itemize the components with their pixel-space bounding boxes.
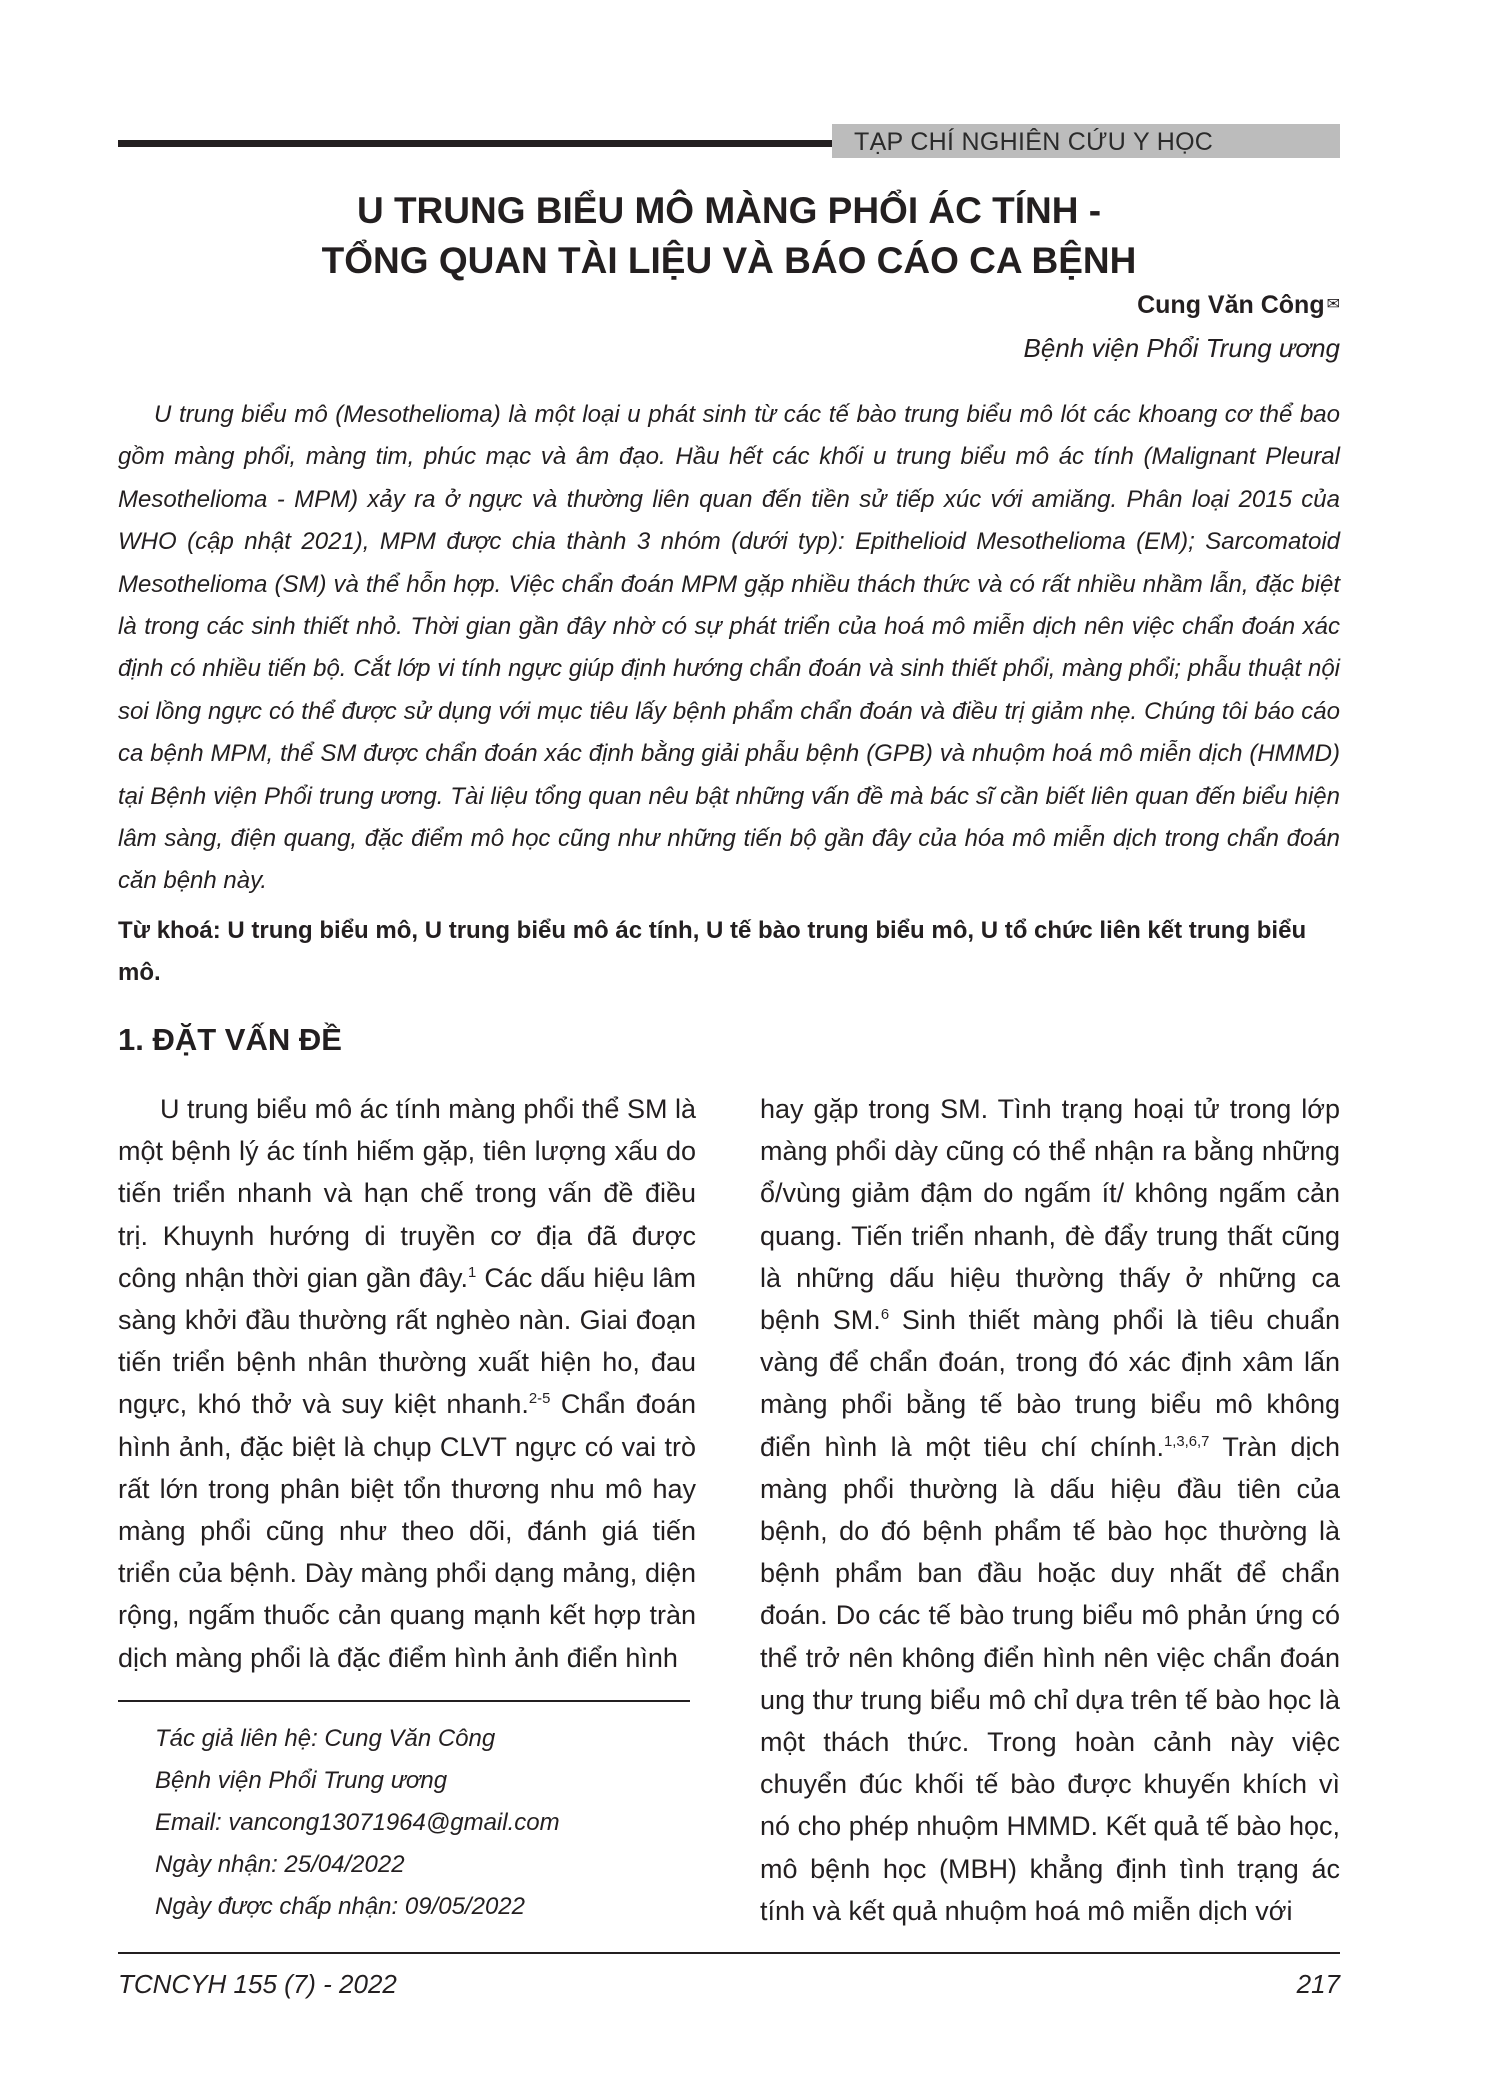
article-title-line-1: U TRUNG BIỂU MÔ MÀNG PHỔI ÁC TÍNH - xyxy=(356,190,1102,231)
paragraph-text: Các dấu hiệu lâm sàng khởi đầu thường rất nghèo nàn. Giai đoạn tiến triển bệnh nhân thường xuất hiện ho, đau ngực, khó thở và suy kiệt nhanh. xyxy=(118,1262,696,1420)
paragraph-text: Chẩn đoán hình ảnh, đặc biệt là chụp CLVT ngực có vai trò rất lớn trong phân biệt tổn thương nhu mô hay màng phổi cũng như theo dõi, đánh giá tiến triển của bệnh. Dày màng phổi dạng mảng, diện rộng, ngấm thuốc cản quang mạnh kết hợp tràn dịch màng phổi là đặc điểm hình ảnh điển hình xyxy=(118,1389,696,1673)
article-title xyxy=(118,186,1340,286)
article-title-line-2: TỔNG QUAN TÀI LIỆU VÀ BÁO CÁO CA BỆNH xyxy=(321,240,1137,281)
reference-superscript: 1,3,6,7 xyxy=(1163,1433,1210,1450)
paragraph-text: Tràn dịch màng phổi thường là dấu hiệu đầu tiên của bệnh, do đó bệnh phẩm tế bào học thường là bệnh phẩm ban đầu hoặc duy nhất để chẩn đoán. Do các tế bào trung biểu mô phản ứng có thể trở nên không điển hình nên việc chẩn đoán ung thư trung biểu mô chỉ dựa trên tế bào học là một thách thức. Trong hoàn cảnh này việc chuyển đúc khối tế bào được khuyến khích vì nó cho phép nhuộm HMMD. Kết quả tế bào học, mô bệnh học (MBH) khẳng định tình trạng ác tính và kết quả nhuộm hoá mô miễn dịch với xyxy=(760,1431,1340,1926)
footnote-accepted-date: Ngày được chấp nhận: 09/05/2022 xyxy=(155,1893,525,1920)
envelope-icon: ✉ xyxy=(1326,296,1340,313)
footnote-received-date: Ngày nhận: 25/04/2022 xyxy=(155,1851,405,1878)
body-column-left xyxy=(118,1088,696,1679)
footnote-institution: Bệnh viện Phổi Trung ương xyxy=(155,1767,448,1794)
correspondence-footnote xyxy=(155,1718,560,1928)
reference-superscript: 6 xyxy=(880,1307,890,1324)
author-name: Cung Văn Công xyxy=(1137,291,1325,319)
header-rule xyxy=(118,140,838,147)
section-heading: 1. ĐẶT VẤN ĐỀ xyxy=(118,1022,342,1057)
footnote-contact: Tác giả liên hệ: Cung Văn Công xyxy=(155,1725,496,1752)
paragraph-text: Sinh thiết màng phổi là tiêu chuẩn vàng để chẩn đoán, trong đó xác định xâm lấn màng phổi bằng tế bào trung biểu mô không điển hình là một tiêu chí chính. xyxy=(760,1305,1340,1462)
body-column-right xyxy=(760,1088,1340,1932)
journal-name: TẠP CHÍ NGHIÊN CỨU Y HỌC xyxy=(854,128,1214,156)
reference-superscript: 1 xyxy=(468,1264,477,1281)
page-number: 217 xyxy=(1296,1969,1340,1999)
abstract-text: U trung biểu mô (Mesothelioma) là một loại u phát sinh từ các tế bào trung biểu mô lót các khoang cơ thể bao gồm màng phổi, màng tim, phúc mạc và âm đạo. Hầu hết các khối u trung biểu mô ác tính (Malignant Pleural Mesothelioma - MPM) xảy ra ở ngực và thường liên quan đến tiền sử tiếp xúc với amiăng. Phân loại 2015 của WHO (cập nhật 2021), MPM được chia thành 3 nhóm (dưới typ): Epithelioid Mesothelioma (EM); Sarcomatoid Mesothelioma (SM) và thể hỗn hợp. Việc chẩn đoán MPM gặp nhiều thách thức và có rất nhiều nhầm lẫn, đặc biệt là trong các sinh thiết nhỏ. Thời gian gần đây nhờ có sự phát triển của hoá mô miễn dịch nên việc chẩn đoán xác định có nhiều tiến bộ. Cắt lớp vi tính ngực giúp định hướng chẩn đoán và sinh thiết phổi, màng phổi; phẫu thuật nội soi lồng ngực có thể được sử dụng với mục tiêu lấy bệnh phẩm chẩn đoán và điều trị giảm nhẹ. Chúng tôi báo cáo ca bệnh MPM, thể SM được chẩn đoán xác định bằng giải phẫu bệnh (GPB) và nhuộm hoá mô miễn dịch (HMMD) tại Bệnh viện Phổi trung ương. Tài liệu tổng quan nêu bật những vấn đề mà bác sĩ cần biết liên quan đến biểu hiện lâm sàng, điện quang, đặc điểm mô học cũng như những tiến bộ gần đây của hóa mô miễn dịch trong chẩn đoán căn bệnh này. xyxy=(118,401,1340,895)
author-line xyxy=(1137,288,1340,322)
reference-superscript: 2-5 xyxy=(528,1391,551,1408)
keywords: Từ khoá: U trung biểu mô, U trung biểu mô ác tính, U tế bào trung biểu mô, U tổ chức liên kết trung biểu mô. xyxy=(118,917,1307,986)
author-affiliation: Bệnh viện Phổi Trung ương xyxy=(1023,333,1340,363)
paragraph-text: U trung biểu mô ác tính màng phổi thể SM là một bệnh lý ác tính hiếm gặp, tiên lượng xấu do tiến triển nhanh và hạn chế trong vấn đề điều trị. Khuynh hướng di truyền cơ địa đã được công nhận thời gian gần đây. xyxy=(118,1094,696,1293)
footer-rule xyxy=(118,1952,1340,1954)
footnote-email: Email: vancong13071964@gmail.com xyxy=(155,1809,560,1836)
journal-citation: TCNCYH 155 (7) - 2022 xyxy=(118,1969,397,1999)
footnote-rule xyxy=(118,1700,690,1702)
paragraph-text: hay gặp trong SM. Tình trạng hoại tử trong lớp màng phổi dày cũng có thể nhận ra bằng những ổ/vùng giảm đậm do ngấm ít/ không ngấm cản quang. Tiến triển nhanh, đè đẩy trung thất cũng là những dấu hiệu thường thấy ở những ca bệnh SM. xyxy=(760,1094,1340,1336)
